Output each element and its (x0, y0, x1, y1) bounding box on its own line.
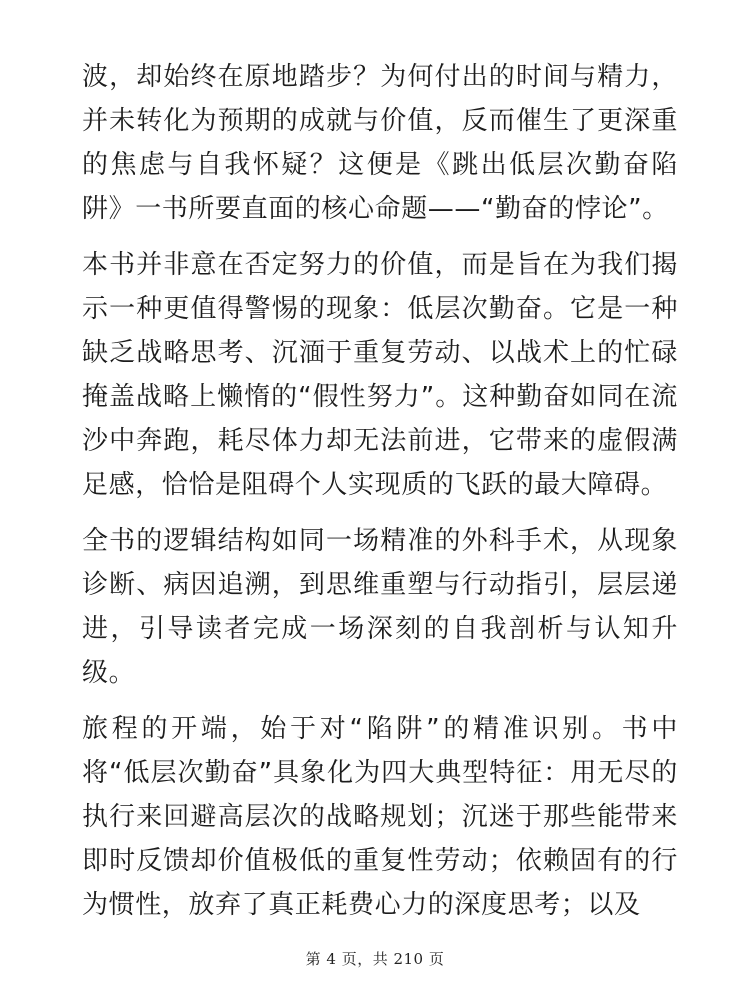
document-body (82, 55, 678, 939)
paragraph-1: 波，却始终在原地踏步？为何付出的时间与精力，并未转化为预期的成就与价值，反而催生了更深重的焦虑与自我怀疑？这便是《跳出低层次勤奋陷阱》一书所要直面的核心命题——“勤奋的悖论”。 (82, 62, 678, 224)
paragraph-2: 本书并非意在否定努力的价值，而是旨在为我们揭示一种更值得警惕的现象：低层次勤奋。它是一种缺乏战略思考、沉湎于重复劳动、以战术上的忙碌掩盖战略上懒惰的“假性努力”。这种勤奋如同在流沙中奔跑，耗尽体力却无法前进，它带来的虚假满足感，恰恰是阻碍个人实现质的飞跃的最大障碍。 (82, 250, 678, 500)
paragraph-4: 旅程的开端，始于对“陷阱”的精准识别。书中将“低层次勤奋”具象化为四大典型特征：用无尽的执行来回避高层次的战略规划；沉迷于那些能带来即时反馈却价值极低的重复性劳动；依赖固有的行为惯性，放弃了真正耗费心力的深度思考；以及 (82, 714, 678, 920)
paragraph-3: 全书的逻辑结构如同一场精准的外科手术，从现象诊断、病因追溯，到思维重塑与行动指引，层层递进，引导读者完成一场深刻的自我剖析与认知升级。 (82, 526, 678, 688)
page-number-footer: 第 4 页，共 210 页 (305, 950, 445, 968)
